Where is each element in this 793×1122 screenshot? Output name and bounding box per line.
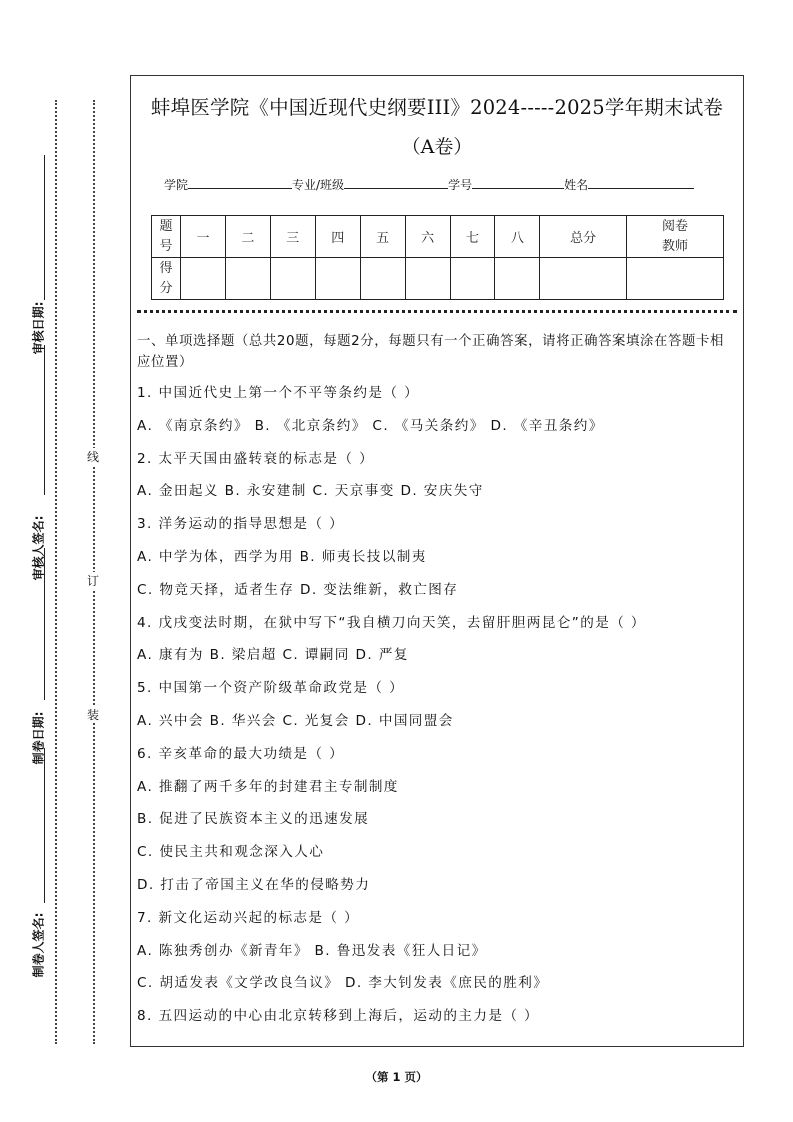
college-field[interactable] [188,176,292,189]
option-line: A. 金田起义 B. 永安建制 C. 天京事变 D. 安庆失守 [137,483,484,500]
option-line: D. 打击了帝国主义在华的侵略势力 [137,876,371,893]
exam-frame [130,75,744,1047]
option-line: C. 使民主共和观念深入人心 [137,844,325,861]
question-content [137,331,737,1033]
option-line: B. 促进了民族资本主义的迅速发展 [137,811,370,828]
col-8: 八 [495,216,540,258]
reviewer-sign-line [44,345,45,495]
page-footer: （第 1 页） [365,1070,428,1084]
exam-subtitle: （A卷） [401,136,473,158]
score-cell-total[interactable] [540,258,627,300]
col-3: 三 [270,216,315,258]
score-cell[interactable] [181,258,226,300]
col-total: 总分 [540,216,627,258]
score-cell[interactable] [315,258,360,300]
col-5: 五 [360,216,405,258]
review-date-line [44,155,45,300]
question-line: 7. 新文化运动兴起的标志是（ ） [137,909,360,926]
score-table-header-row [152,216,724,258]
option-line: A. 《南京条约》 B. 《北京条约》 C. 《马关条约》 D. 《辛丑条约》 [137,417,604,434]
score-cell[interactable] [495,258,540,300]
student-info-row [164,176,694,193]
score-cell[interactable] [270,258,315,300]
option-line: A. 中学为体，西学为用 B. 师夷长技以制夷 [137,548,427,565]
option-line: C. 物竞天择，适者生存 D. 变法维新，救亡图存 [137,581,459,598]
section-title: 一、单项选择题（总共20题，每题2分，每题只有一个正确答案，请将正确答案填涂在答题卡相应位置） [137,334,724,370]
score-cell[interactable] [405,258,450,300]
maker-sign-line [44,748,45,903]
major-class-field[interactable] [344,176,448,189]
student-id-field[interactable] [472,176,564,189]
binding-word-bind: 订 [86,574,99,588]
exam-title: 蚌埠医学院《中国近现代史纲要III》2024-----2025学年期末试卷 [150,96,724,119]
col-4: 四 [315,216,360,258]
option-line: A. 康有为 B. 梁启超 C. 谭嗣同 D. 严复 [137,647,409,664]
grader-header: 阅卷 教师 [627,216,724,258]
option-line: A. 推翻了两千多年的封建君主专制制度 [137,778,399,795]
question-line: 8. 五四运动的中心由北京转移到上海后，运动的主力是（ ） [137,1008,540,1025]
question-line: 2. 太平天国由盛转衰的标志是（ ） [137,450,375,467]
col-6: 六 [405,216,450,258]
binding-dotted-line-outer [55,100,57,1044]
binding-word-line: 线 [86,450,99,464]
score-cell[interactable] [450,258,495,300]
name-label: 姓名 [564,178,589,192]
college-label: 学院 [164,178,189,192]
dotted-separator [137,310,737,313]
question-number-header: 题 号 [152,216,181,258]
col-7: 七 [450,216,495,258]
question-line: 3. 洋务运动的指导思想是（ ） [137,516,345,533]
option-line: A. 陈独秀创办《新青年》 B. 鲁迅发表《狂人日记》 [137,942,487,959]
score-row-header: 得 分 [152,258,181,300]
option-line: A. 兴中会 B. 华兴会 C. 光复会 D. 中国同盟会 [137,712,454,729]
question-line: 6. 辛亥革命的最大功绩是（ ） [137,745,345,762]
grader-cell[interactable] [627,258,724,300]
score-cell[interactable] [225,258,270,300]
option-line: C. 胡适发表《文学改良刍议》 D. 李大钊发表《庶民的胜利》 [137,975,549,992]
col-2: 二 [225,216,270,258]
question-line: 4. 戊戌变法时期，在狱中写下“我自横刀向天笑，去留肝胆两昆仑”的是（ ） [137,614,646,631]
student-id-label: 学号 [448,178,473,192]
score-table-score-row [152,258,724,300]
question-line: 5. 中国第一个资产阶级革命政党是（ ） [137,680,405,697]
name-field[interactable] [588,176,694,189]
binding-word-mount: 装 [86,708,99,722]
major-class-label: 专业/班级 [292,178,345,192]
col-1: 一 [181,216,226,258]
question-line: 1. 中国近代史上第一个不平等条约是（ ） [137,385,420,401]
score-table [151,215,724,300]
score-cell[interactable] [360,258,405,300]
